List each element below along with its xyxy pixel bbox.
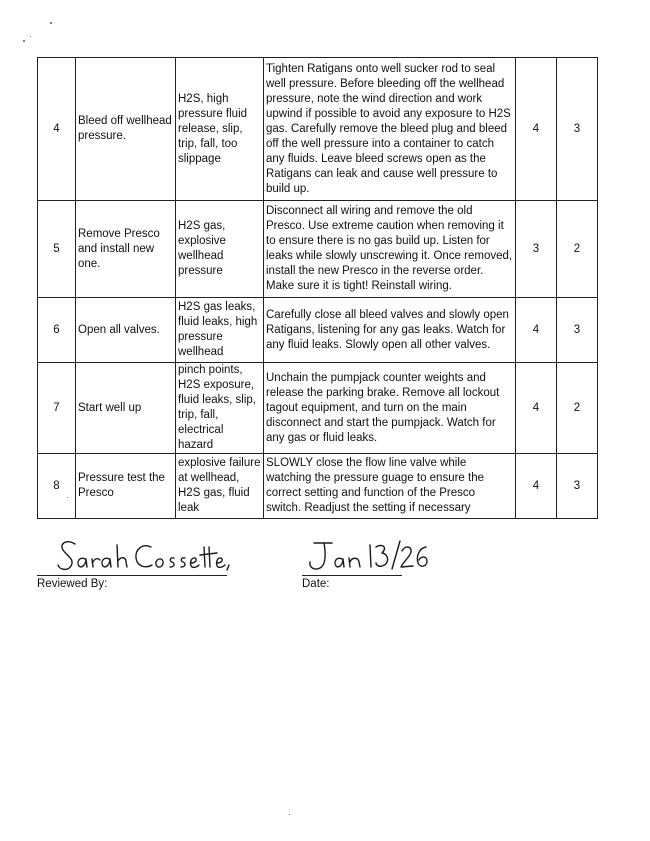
reviewer-signature bbox=[37, 535, 237, 577]
controls: SLOWLY close the flow line valve while watching the pressure guage to ensure the correct setting and function of the Presco switch. Readjust the setting if necessary bbox=[264, 454, 516, 519]
controls: Unchain the pumpjack counter weights and release the parking brake. Remove all lockout tagout equipment, and turn on the main disconnect and start the pumpjack. Watch for any gas or fluid leaks. bbox=[264, 363, 516, 454]
scan-speck bbox=[50, 22, 52, 24]
date-label: Date: bbox=[302, 578, 330, 590]
severity-rating: 4 bbox=[516, 58, 557, 201]
table-row bbox=[38, 298, 598, 363]
probability-rating: 3 bbox=[557, 454, 598, 519]
controls: Carefully close all bleed valves and slowly open Ratigans, listening for any gas leaks. Watch for any fluid leaks. Slowly open all other valves. bbox=[264, 298, 516, 363]
severity-rating: 4 bbox=[516, 363, 557, 454]
hazards: explosive failure at wellhead, H2S gas, fluid leak bbox=[176, 454, 264, 519]
job-step: Bleed off wellhead pressure. bbox=[76, 58, 176, 201]
scan-speck bbox=[30, 36, 31, 37]
step-number: 4 bbox=[38, 58, 76, 201]
severity-rating: 3 bbox=[516, 201, 557, 298]
hazards: pinch points, H2S exposure, fluid leaks, slip, trip, fall, electrical hazard bbox=[176, 363, 264, 454]
job-step: Open all valves. bbox=[76, 298, 176, 363]
reviewed-by-block bbox=[37, 535, 237, 590]
signature-line bbox=[37, 575, 227, 576]
probability-rating: 2 bbox=[557, 201, 598, 298]
probability-rating: 2 bbox=[557, 363, 598, 454]
date-line bbox=[302, 575, 402, 576]
job-step: Pressure test the Presco bbox=[76, 454, 176, 519]
table-row bbox=[38, 363, 598, 454]
controls: Tighten Ratigans onto well sucker rod to seal well pressure. Before bleeding off the wellhead pressure, note the wind direction and work upwind if possible to avoid any exposure to H2S gas. Carefully remove the bleed plug and bleed off the well pressure into a container to catch any fluids. Leave bleed screws open as the Ratigans can leak and cause well pressure to build up. bbox=[264, 58, 516, 201]
handwritten-date bbox=[302, 535, 432, 577]
probability-rating: 3 bbox=[557, 58, 598, 201]
scan-speck bbox=[67, 497, 68, 498]
step-number: 8 bbox=[38, 454, 76, 519]
scan-speck bbox=[23, 40, 25, 42]
job-step: Start well up bbox=[76, 363, 176, 454]
hazards: H2S, high pressure fluid release, slip, trip, fall, too slippage bbox=[176, 58, 264, 201]
step-number: 5 bbox=[38, 201, 76, 298]
job-safety-analysis-table bbox=[37, 57, 598, 519]
hazards: H2S gas leaks, fluid leaks, high pressure wellhead bbox=[176, 298, 264, 363]
hazards: H2S gas, explosive wellhead pressure bbox=[176, 201, 264, 298]
scan-speck bbox=[289, 814, 290, 815]
severity-rating: 4 bbox=[516, 454, 557, 519]
table-row bbox=[38, 58, 598, 201]
job-step: Remove Presco and install new one. bbox=[76, 201, 176, 298]
table-row bbox=[38, 201, 598, 298]
step-number: 6 bbox=[38, 298, 76, 363]
reviewed-by-label: Reviewed By: bbox=[37, 578, 108, 590]
step-number: 7 bbox=[38, 363, 76, 454]
table-row bbox=[38, 454, 598, 519]
date-block bbox=[302, 535, 432, 590]
severity-rating: 4 bbox=[516, 298, 557, 363]
probability-rating: 3 bbox=[557, 298, 598, 363]
controls: Disconnect all wiring and remove the old Presco. Use extreme caution when removing it to ensure there is no gas build up. Listen for leaks while slowly unscrewing it. Once removed, install the new Presco in the reverse order. Make sure it is tight! Reinstall wiring. bbox=[264, 201, 516, 298]
